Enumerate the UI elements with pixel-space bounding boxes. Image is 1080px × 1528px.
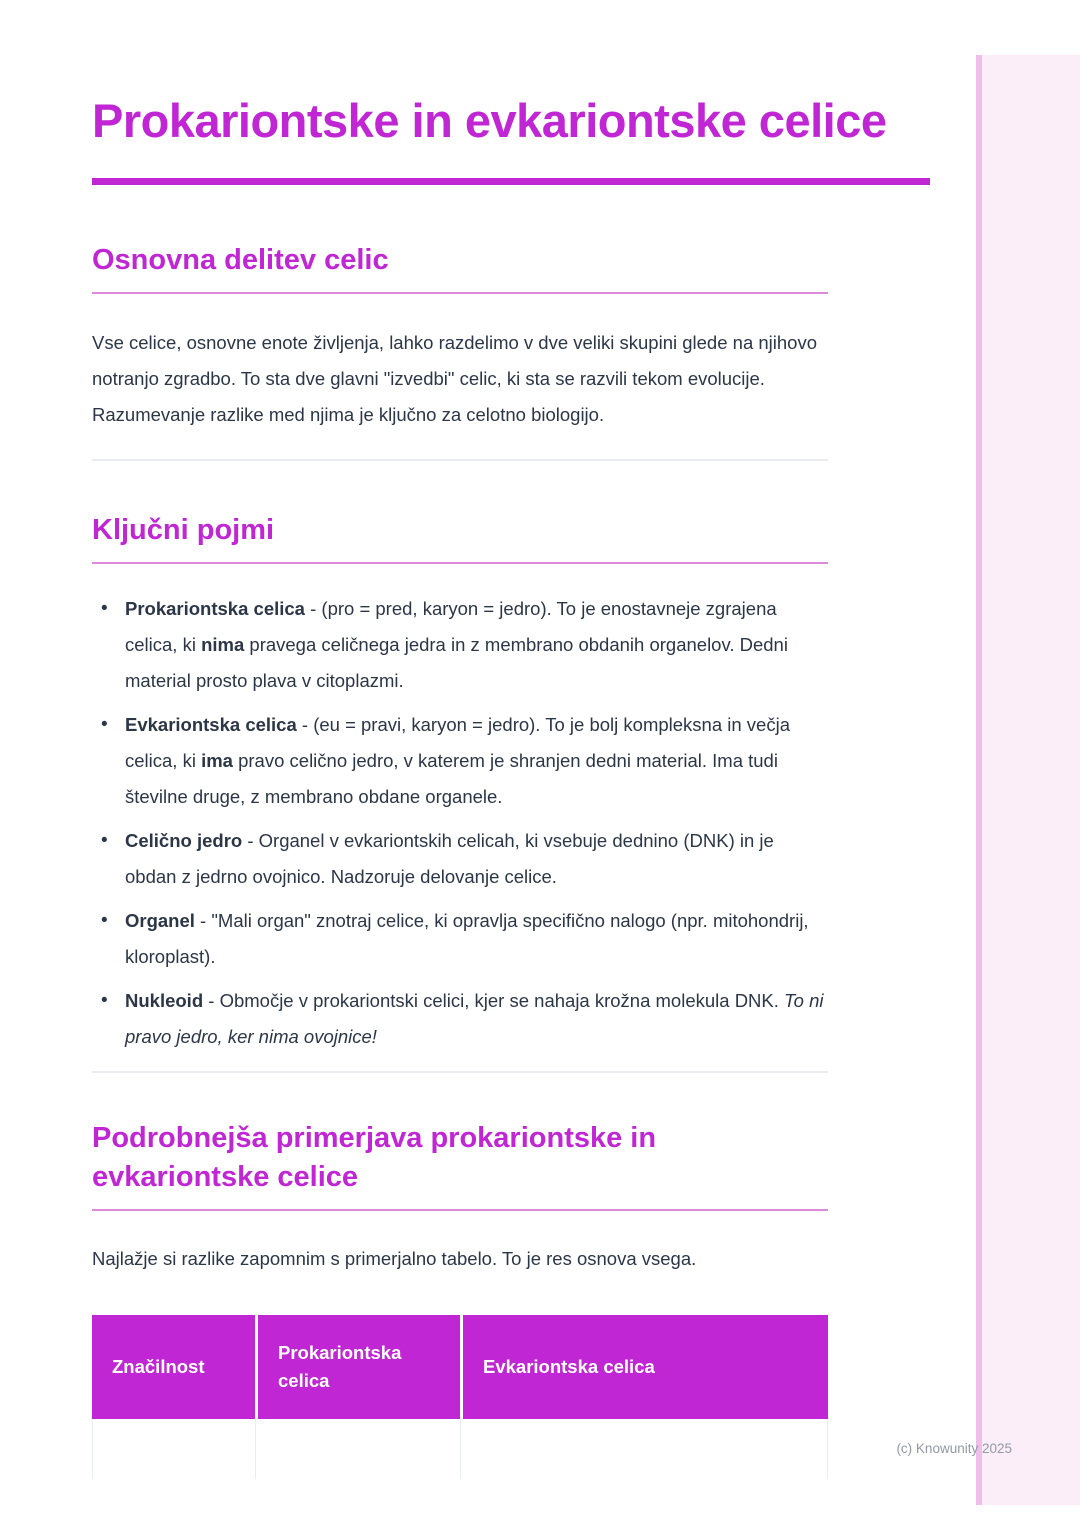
term-emphasis: nima <box>201 634 245 656</box>
table-cell <box>92 1419 255 1479</box>
paragraph-primerjava-intro: Najlažje si razlike zapomnim s primerjalno tabelo. To je res osnova vsega. <box>92 1247 697 1269</box>
paragraph-osnovna-delitev: Vse celice, osnovne enote življenja, lahko razdelimo v dve veliki skupini glede na njihovo notranjo zgradbo. To sta dve glavni "izvedbi" celic, ki sta se razvili tekom evolucije. Razumevanje razlike med njima je ključno za celotno biologijo. <box>92 332 817 426</box>
term-item-organel <box>92 903 828 975</box>
table-header-row <box>92 1315 828 1419</box>
term-item-prokariontska-celica <box>92 591 828 699</box>
table-header-prokariontska-celica: Prokariontska celica <box>255 1315 460 1419</box>
term-text: - Organel v evkariontskih celicah, ki vsebuje dednino (DNK) in je obdan z jedrno ovojnico. Nadzoruje delovanje celice. <box>125 830 774 888</box>
term-item-nukleoid <box>92 983 828 1055</box>
section-divider <box>92 1071 828 1073</box>
table-header-evkariontska-celica: Evkariontska celica <box>460 1315 828 1419</box>
term-emphasis: ima <box>201 750 233 772</box>
term-text: pravega celičnega jedra in z membrano obdanih organelov. Dedni material prosto plava v citoplazmi. <box>125 634 788 692</box>
comparison-table <box>92 1315 828 1479</box>
term-name: Prokariontska celica <box>125 598 305 620</box>
section-underline <box>92 562 828 564</box>
section-heading-primerjava: Podrobnejša primerjava prokariontske in evkariontske celice <box>92 1122 657 1193</box>
term-text: pravo celično jedro, v katerem je shranjen dedni material. Ima tudi številne druge, z membrano obdane organele. <box>125 750 778 808</box>
section-underline <box>92 1209 828 1211</box>
document-content <box>92 0 932 1479</box>
term-text: - Območje v prokariontski celici, kjer se nahaja krožna molekula DNK. <box>203 990 785 1012</box>
table-cell <box>255 1419 460 1479</box>
copyright-watermark: (c) Knowunity 2025 <box>896 1441 1012 1456</box>
term-name: Organel <box>125 910 195 932</box>
term-item-evkariontska-celica <box>92 707 828 815</box>
section-heading-kljucni-pojmi: Ključni pojmi <box>92 514 275 547</box>
term-name: Celično jedro <box>125 830 243 852</box>
section-divider <box>92 459 828 461</box>
stripe-edge-line <box>976 55 982 1505</box>
table-row-partial <box>92 1419 828 1479</box>
section-heading-osnovna-delitev: Osnovna delitev celic <box>92 243 389 276</box>
table-header-znacilnost: Značilnost <box>92 1315 255 1419</box>
term-text: - (eu = pravi, karyon = jedro). To je bolj kompleksna in večja celica, ki <box>125 714 790 772</box>
key-terms-list <box>92 591 828 1055</box>
term-name: Evkariontska celica <box>125 714 297 736</box>
term-name: Nukleoid <box>125 990 204 1012</box>
term-text: - "Mali organ" znotraj celice, ki opravlja specifično nalogo (npr. mitohondrij, kloroplast). <box>125 910 809 968</box>
page-title: Prokariontske in evkariontske celice <box>92 94 887 147</box>
section-underline <box>92 292 828 294</box>
term-note: To ni pravo jedro, ker nima ovojnice! <box>125 990 824 1048</box>
right-margin-stripe <box>976 55 1080 1505</box>
title-underline <box>92 178 930 185</box>
table-cell <box>460 1419 828 1479</box>
term-text: - (pro = pred, karyon = jedro). To je enostavneje zgrajena celica, ki <box>125 598 777 656</box>
term-item-celicno-jedro <box>92 823 828 895</box>
